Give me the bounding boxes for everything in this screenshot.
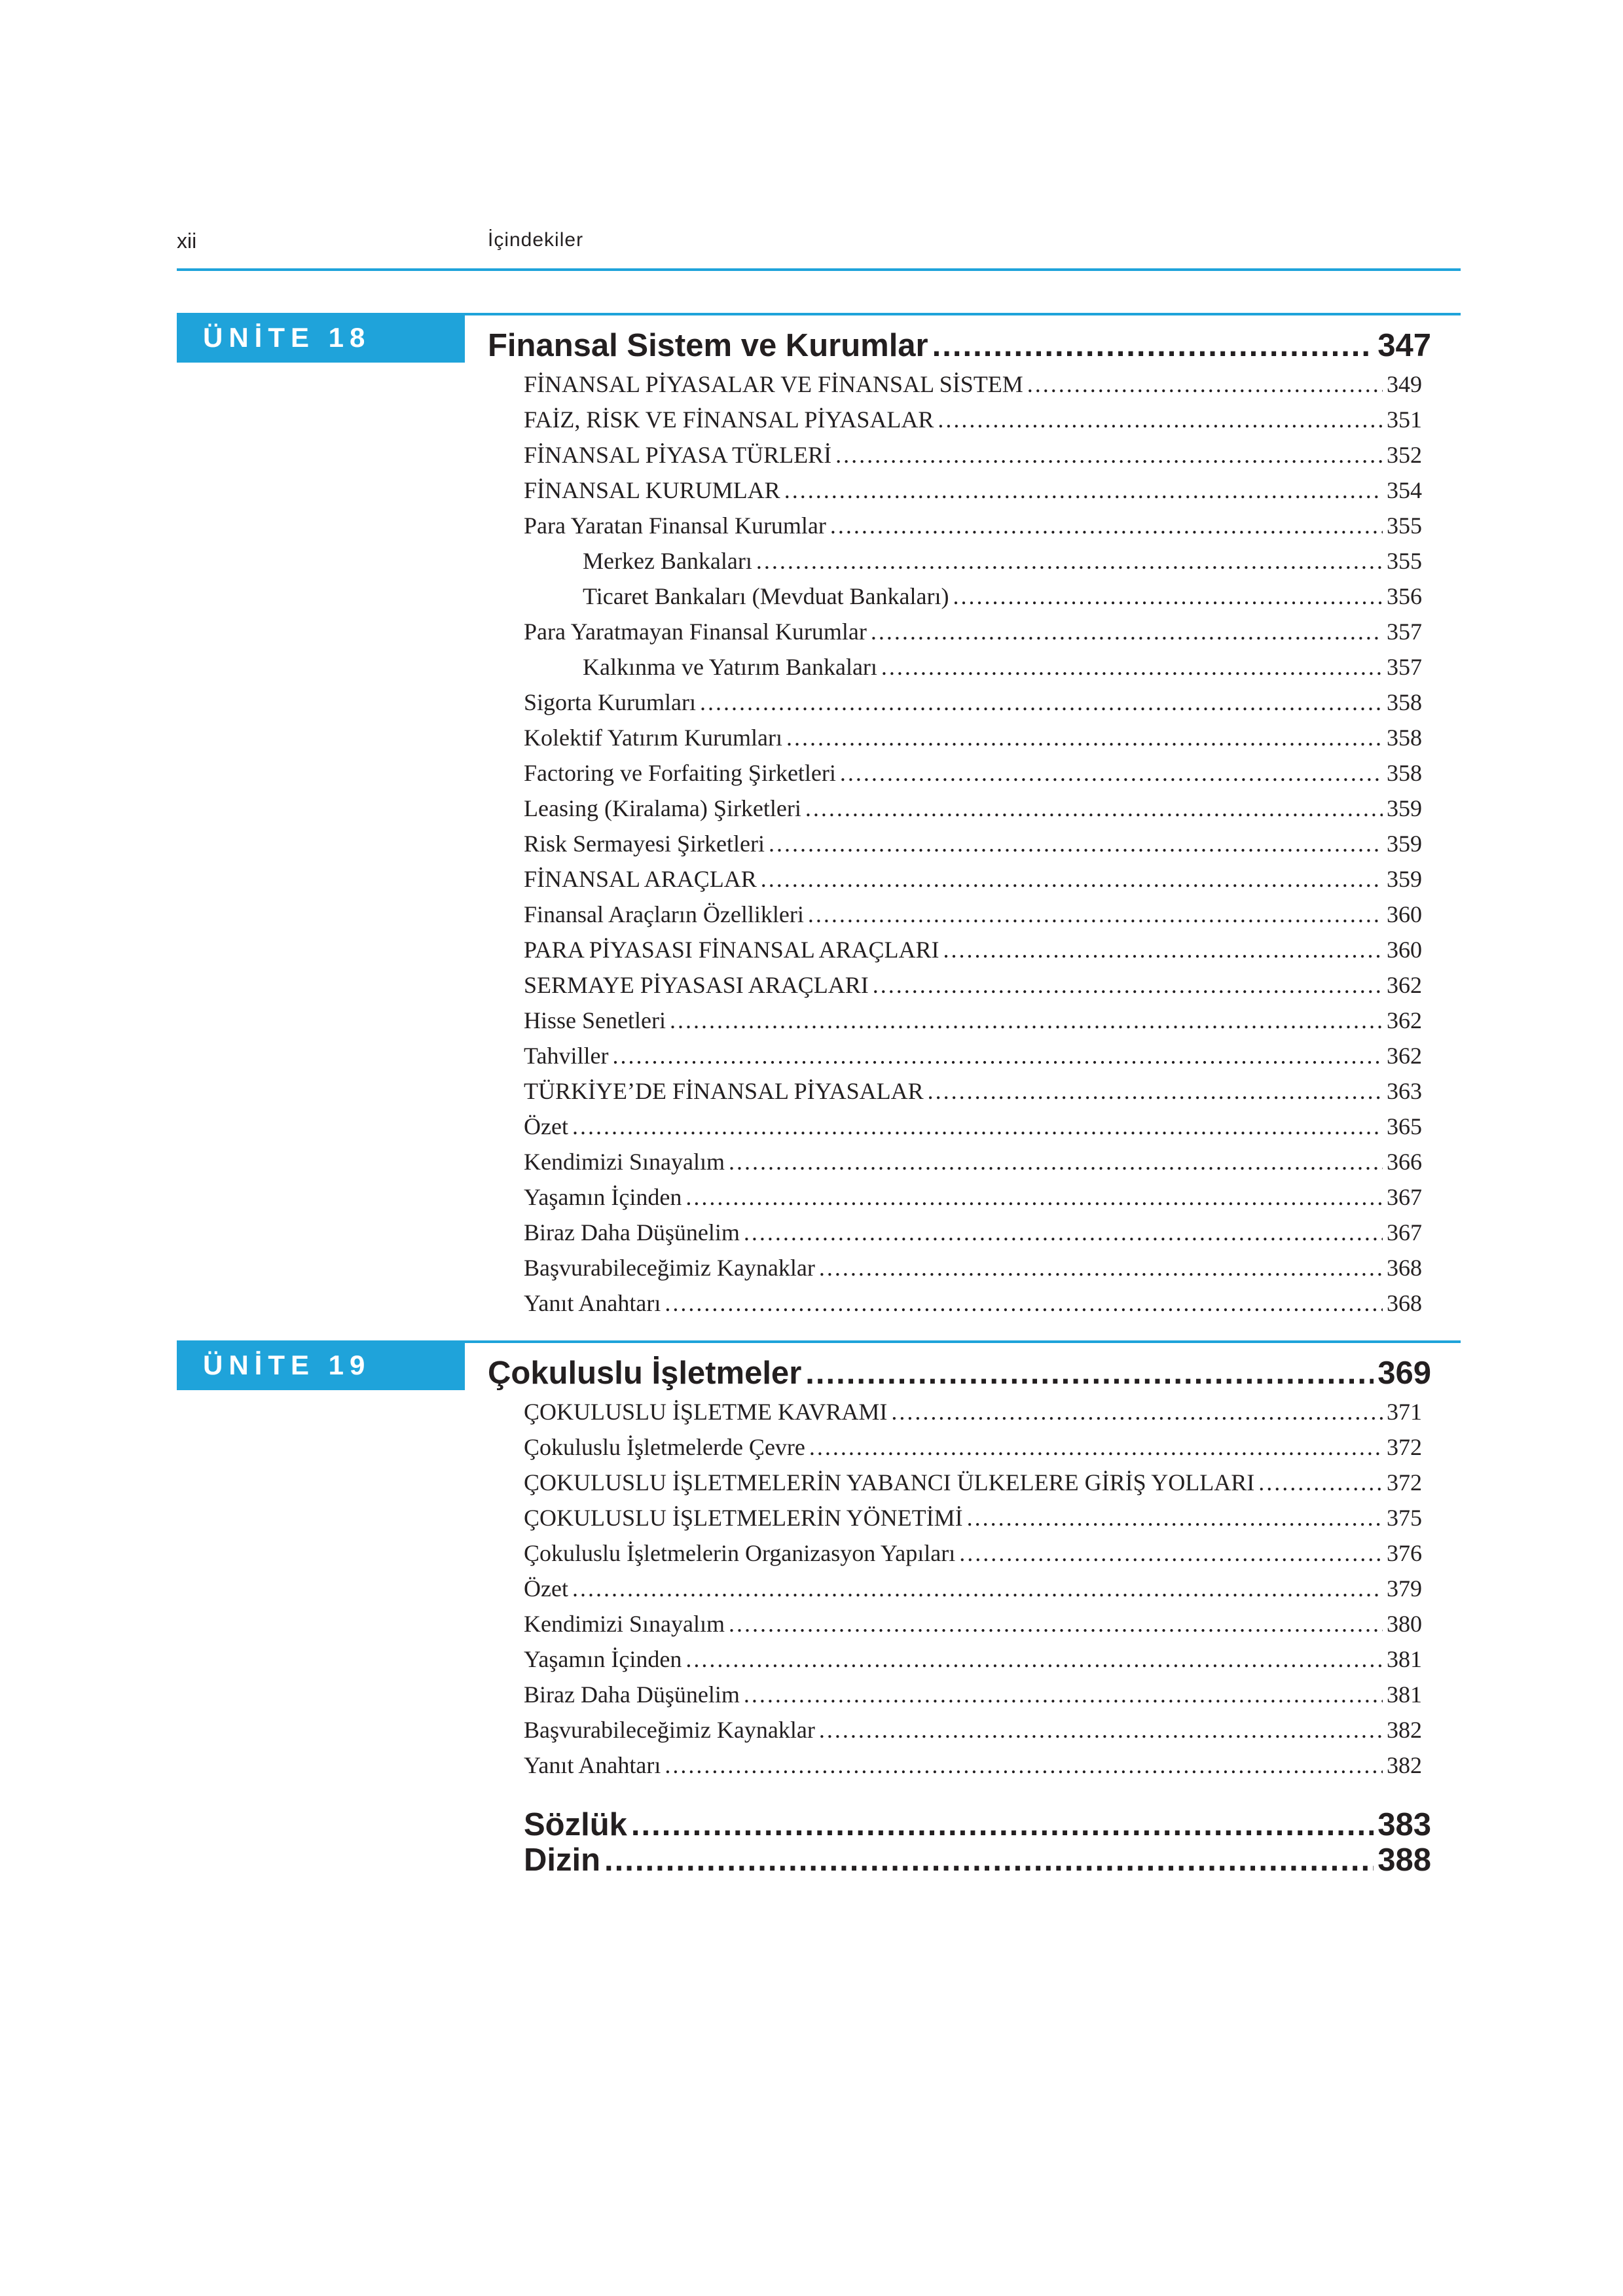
header-rule — [177, 268, 1461, 271]
toc-entry[interactable] — [524, 1469, 1422, 1496]
entry-title: Finansal Sistem ve Kurumlar — [488, 328, 928, 363]
dot-leader — [685, 1645, 1383, 1673]
dot-leader — [928, 1077, 1383, 1105]
toc-entry[interactable] — [524, 759, 1422, 787]
dot-leader — [729, 1148, 1383, 1175]
entry-title: Yanıt Anahtarı — [524, 1752, 661, 1778]
entry-page-number: 356 — [1387, 583, 1422, 609]
entry-title: Kendimizi Sınayalım — [524, 1611, 725, 1637]
toc-entry[interactable] — [524, 1645, 1422, 1673]
entry-title: Çokuluslu İşletmeler — [488, 1355, 802, 1391]
toc-entry[interactable] — [524, 1681, 1422, 1708]
entry-title: TÜRKİYE’DE FİNANSAL PİYASALAR — [524, 1078, 924, 1104]
dot-leader — [612, 1042, 1383, 1069]
back-matter-entry[interactable] — [524, 1842, 1431, 1878]
dot-leader — [572, 1575, 1383, 1602]
entry-title: FİNANSAL KURUMLAR — [524, 477, 780, 503]
dot-leader — [769, 830, 1383, 857]
toc-entry[interactable] — [524, 1148, 1422, 1175]
dot-leader — [967, 1504, 1383, 1532]
toc-entry[interactable] — [524, 1077, 1422, 1105]
entry-page-number: 359 — [1387, 795, 1422, 821]
entry-title: Para Yaratmayan Finansal Kurumlar — [524, 619, 867, 645]
entry-title: Sözlük — [524, 1807, 627, 1842]
entry-title: Yanıt Anahtarı — [524, 1290, 661, 1316]
running-head: İçindekiler — [488, 229, 584, 251]
toc-entry[interactable] — [524, 370, 1422, 398]
entry-page-number: 372 — [1387, 1434, 1422, 1460]
dot-leader — [840, 759, 1383, 787]
dot-leader — [729, 1610, 1383, 1638]
entry-page-number: 360 — [1387, 901, 1422, 927]
toc-entry[interactable] — [524, 865, 1422, 893]
entry-title: FİNANSAL PİYASA TÜRLERİ — [524, 442, 832, 468]
entry-page-number: 352 — [1387, 442, 1422, 468]
entry-page-number: 388 — [1377, 1842, 1431, 1878]
entry-title: ÇOKULUSLU İŞLETME KAVRAMI — [524, 1399, 888, 1425]
toc-entry[interactable] — [524, 936, 1422, 963]
entry-title: Başvurabileceğimiz Kaynaklar — [524, 1717, 815, 1743]
entry-title: Hisse Senetleri — [524, 1007, 666, 1033]
dot-leader — [891, 1398, 1383, 1426]
unit-badge — [177, 313, 465, 363]
toc-entry[interactable] — [524, 1575, 1422, 1602]
entry-title: Ticaret Bankaları (Mevduat Bankaları) — [583, 583, 949, 609]
toc-entry[interactable] — [524, 1007, 1422, 1034]
dot-leader — [756, 547, 1383, 575]
unit-badge-label: ÜNİTE 19 — [203, 1350, 371, 1380]
entry-page-number: 380 — [1387, 1611, 1422, 1637]
entry-page-number: 383 — [1377, 1807, 1431, 1842]
entry-page-number: 362 — [1387, 1043, 1422, 1069]
entry-title: PARA PİYASASI FİNANSAL ARAÇLARI — [524, 937, 939, 963]
toc-entry[interactable] — [524, 1433, 1422, 1461]
entry-title: Leasing (Kiralama) Şirketleri — [524, 795, 801, 821]
entry-title: Yaşamın İçinden — [524, 1646, 682, 1672]
entry-title: Biraz Daha Düşünelim — [524, 1681, 740, 1708]
dot-leader — [700, 689, 1383, 716]
dot-leader — [938, 406, 1383, 433]
entry-page-number: 381 — [1387, 1646, 1422, 1672]
dot-leader — [959, 1539, 1383, 1567]
dot-leader — [761, 865, 1383, 893]
dot-leader — [873, 971, 1383, 999]
dot-leader — [784, 476, 1383, 504]
dot-leader — [805, 1355, 1374, 1391]
entry-page-number: 359 — [1387, 831, 1422, 857]
entry-title: Dizin — [524, 1842, 601, 1878]
toc-entry[interactable] — [524, 689, 1422, 716]
dot-leader — [604, 1842, 1374, 1878]
entry-title: Kolektif Yatırım Kurumları — [524, 725, 782, 751]
toc-entry[interactable] — [524, 406, 1422, 433]
entry-title: Özet — [524, 1575, 568, 1602]
toc-entry[interactable] — [524, 971, 1422, 999]
dot-leader — [631, 1806, 1374, 1843]
entry-page-number: 366 — [1387, 1149, 1422, 1175]
entry-page-number: 355 — [1387, 512, 1422, 539]
unit-rule — [465, 313, 1461, 315]
toc-entry[interactable] — [524, 512, 1422, 539]
entry-page-number: 367 — [1387, 1184, 1422, 1210]
toc-entry[interactable] — [524, 1183, 1422, 1211]
dot-leader — [572, 1113, 1383, 1140]
dot-leader — [665, 1289, 1383, 1317]
entry-page-number: 369 — [1377, 1355, 1431, 1391]
page-number: xii — [177, 229, 197, 253]
entry-page-number: 357 — [1387, 619, 1422, 645]
entry-title: Para Yaratan Finansal Kurumlar — [524, 512, 826, 539]
toc-entry[interactable] — [524, 1716, 1422, 1744]
dot-leader — [809, 1433, 1383, 1461]
entry-page-number: 358 — [1387, 725, 1422, 751]
toc-entry[interactable] — [524, 618, 1422, 645]
entry-title: FİNANSAL PİYASALAR VE FİNANSAL SİSTEM — [524, 371, 1023, 397]
entry-page-number: 376 — [1387, 1540, 1422, 1566]
toc-entry[interactable] — [524, 1042, 1422, 1069]
entry-page-number: 367 — [1387, 1219, 1422, 1246]
entry-page-number: 357 — [1387, 654, 1422, 680]
toc-entry[interactable] — [524, 795, 1422, 822]
toc-entry[interactable] — [524, 1398, 1422, 1426]
dot-leader — [932, 327, 1374, 364]
entry-title: Özet — [524, 1113, 568, 1139]
entry-title: Factoring ve Forfaiting Şirketleri — [524, 760, 836, 786]
toc-entry[interactable] — [524, 1254, 1422, 1282]
entry-page-number: 355 — [1387, 548, 1422, 574]
toc-entry[interactable] — [524, 476, 1422, 504]
entry-title: FİNANSAL ARAÇLAR — [524, 866, 757, 892]
dot-leader — [808, 901, 1383, 928]
dot-leader — [685, 1183, 1383, 1211]
toc-entry[interactable] — [524, 1289, 1422, 1317]
dot-leader — [744, 1219, 1383, 1246]
entry-page-number: 363 — [1387, 1078, 1422, 1104]
entry-title: Risk Sermayesi Şirketleri — [524, 831, 765, 857]
entry-page-number: 347 — [1377, 328, 1431, 363]
unit-badge-label: ÜNİTE 18 — [203, 322, 371, 353]
entry-title: Kalkınma ve Yatırım Bankaları — [583, 654, 877, 680]
dot-leader — [786, 724, 1383, 751]
entry-page-number: 365 — [1387, 1113, 1422, 1139]
dot-leader — [1258, 1469, 1383, 1496]
dot-leader — [830, 512, 1383, 539]
entry-page-number: 351 — [1387, 406, 1422, 433]
toc-entry[interactable] — [524, 1113, 1422, 1140]
dot-leader — [744, 1681, 1383, 1708]
entry-title: Biraz Daha Düşünelim — [524, 1219, 740, 1246]
entry-title: ÇOKULUSLU İŞLETMELERİN YÖNETİMİ — [524, 1505, 963, 1531]
toc-entry[interactable] — [524, 441, 1422, 469]
entry-title: Merkez Bankaları — [583, 548, 752, 574]
entry-page-number: 375 — [1387, 1505, 1422, 1531]
entry-title: Başvurabileceğimiz Kaynaklar — [524, 1255, 815, 1281]
toc-entry[interactable] — [583, 653, 1422, 681]
dot-leader — [819, 1716, 1383, 1744]
entry-page-number: 368 — [1387, 1255, 1422, 1281]
toc-entry[interactable] — [524, 1751, 1422, 1779]
entry-page-number: 381 — [1387, 1681, 1422, 1708]
entry-title: Kendimizi Sınayalım — [524, 1149, 725, 1175]
toc-entry[interactable] — [524, 1610, 1422, 1638]
entry-page-number: 362 — [1387, 1007, 1422, 1033]
entry-page-number: 379 — [1387, 1575, 1422, 1602]
entry-title: Yaşamın İçinden — [524, 1184, 682, 1210]
dot-leader — [953, 583, 1383, 610]
toc-entry[interactable] — [583, 583, 1422, 610]
dot-leader — [819, 1254, 1383, 1282]
toc-entry[interactable] — [524, 901, 1422, 928]
unit-badge — [177, 1340, 465, 1390]
entry-page-number: 362 — [1387, 972, 1422, 998]
dot-leader — [1027, 370, 1383, 398]
entry-page-number: 358 — [1387, 760, 1422, 786]
chapter-title-row[interactable] — [488, 1355, 1431, 1391]
entry-page-number: 382 — [1387, 1717, 1422, 1743]
entry-page-number: 360 — [1387, 937, 1422, 963]
entry-title: FAİZ, RİSK VE FİNANSAL PİYASALAR — [524, 406, 934, 433]
entry-page-number: 354 — [1387, 477, 1422, 503]
dot-leader — [943, 936, 1383, 963]
entry-page-number: 382 — [1387, 1752, 1422, 1778]
toc-entry[interactable] — [524, 1504, 1422, 1532]
toc-entry[interactable] — [524, 830, 1422, 857]
dot-leader — [665, 1751, 1383, 1779]
dot-leader — [835, 441, 1383, 469]
dot-leader — [871, 618, 1383, 645]
entry-title: ÇOKULUSLU İŞLETMELERİN YABANCI ÜLKELERE GİRİŞ YOLLARI — [524, 1469, 1255, 1496]
toc-entry[interactable] — [524, 724, 1422, 751]
entry-page-number: 372 — [1387, 1469, 1422, 1496]
entry-title: SERMAYE PİYASASI ARAÇLARI — [524, 972, 869, 998]
entry-title: Finansal Araçların Özellikleri — [524, 901, 804, 927]
entry-title: Çokuluslu İşletmelerde Çevre — [524, 1434, 805, 1460]
toc-entry[interactable] — [524, 1219, 1422, 1246]
entry-title: Çokuluslu İşletmelerin Organizasyon Yapıları — [524, 1540, 956, 1566]
toc-entry[interactable] — [583, 547, 1422, 575]
entry-page-number: 349 — [1387, 371, 1422, 397]
unit-rule — [465, 1340, 1461, 1343]
toc-entry[interactable] — [524, 1539, 1422, 1567]
dot-leader — [881, 653, 1383, 681]
entry-title: Sigorta Kurumları — [524, 689, 696, 715]
chapter-title-row[interactable] — [488, 327, 1431, 364]
entry-page-number: 368 — [1387, 1290, 1422, 1316]
dot-leader — [805, 795, 1383, 822]
entry-page-number: 359 — [1387, 866, 1422, 892]
entry-page-number: 371 — [1387, 1399, 1422, 1425]
entry-title: Tahviller — [524, 1043, 609, 1069]
back-matter-entry[interactable] — [524, 1806, 1431, 1843]
dot-leader — [670, 1007, 1383, 1034]
entry-page-number: 358 — [1387, 689, 1422, 715]
